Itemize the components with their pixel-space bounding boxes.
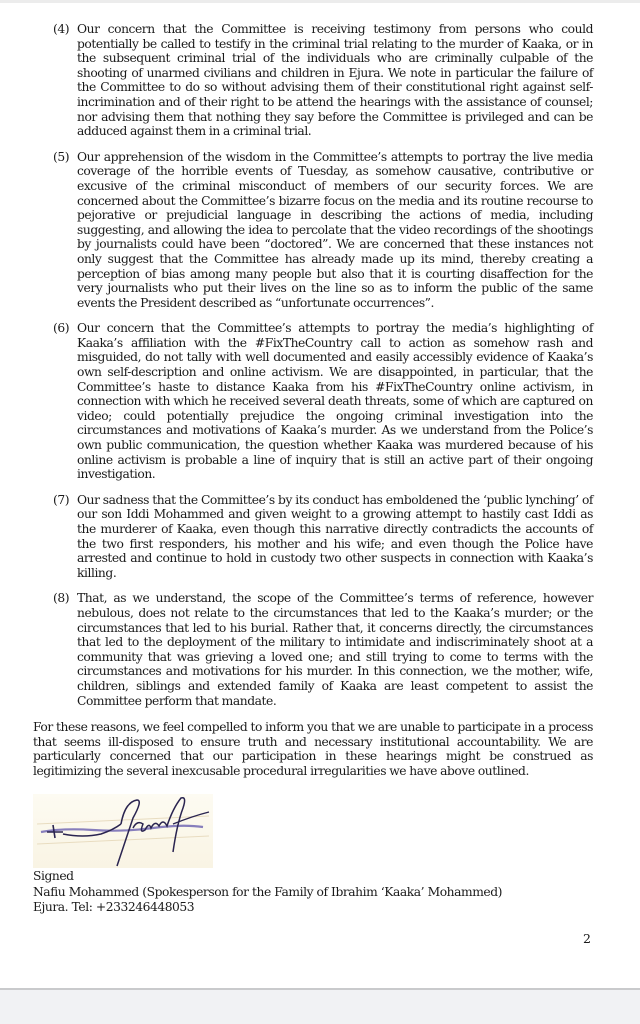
signed-label: Signed [33,869,74,883]
list-item-6 [33,321,593,482]
list-item-8 [33,591,593,708]
list-item-4 [33,22,593,139]
signatory-name: Nafiu Mohammed (Spokesperson for the Family of Ibrahim ‘Kaaka’ Mohammed) [33,884,503,899]
item-text: That, as we understand, the scope of the Committee’s terms of reference, however nebulous, does not relate to the circumstances that led to the Kaaka’s murder; or the circumstances that led to his burial. Rather that, it concerns directly, the circumstances that led to the deployment of the military to intimidate and indiscriminately shoot at a community that was grieving a loved one; and still trying to come to terms with the circumstances and motivations for his murder. In this connection, we the mother, wife, children, siblings and extended family of Kaaka are least competent to assist the Committee perform that mandate. [77,591,593,708]
item-number: (5) [53,149,70,164]
list-item-5 [33,150,593,311]
page-number: 2 [583,931,591,946]
page-content [33,22,593,791]
document-page [0,3,640,990]
item-text: Our apprehension of the wisdom in the Committee’s attempts to portray the live media coverage of the horrible events of Tuesday, as somehow causative, contributive or excusive of the criminal misconduct of members of our security forces. We are concerned about the Committee’s bizarre focus on the media and its routine recourse to pejorative or prejudicial language in describing the actions of media, including suggesting, and allowing the idea to percolate that the video recordings of the shootings by journalists could have been “doctored”. We are concerned that these instances not only suggest that the Committee has already made up its mind, thereby creating a perception of bias among many people but also that it is courting disaffection for the very journalists who put their lives on the line so as to inform the public of the same events the President described as “unfortunate occurrences”. [77,149,593,310]
item-number: (7) [53,492,70,507]
handwritten-signature-image [33,794,213,868]
closing-paragraph: For these reasons, we feel compelled to inform you that we are unable to participate in a process that seems ill-disposed to ensure truth and necessary institutional accountability. We are particularly concerned that our participation in these hearings might be construed as legitimizing the several inexcusable procedural irregularities we have above outlined. [33,720,593,778]
item-text: Our concern that the Committee is receiving testimony from persons who could potentially be called to testify in the criminal trial relating to the murder of Kaaka, or in the subsequent criminal trial of the individuals who are criminally culpable of the shooting of unarmed civilians and children in Ejura. We note in particular the failure of the Committee to do so without advising them of their constitutional right against self-incrimination and of their right to be attend the hearings with the assistance of counsel; nor advising them that nothing they say before the Committee is privileged and can be adduced against them in a criminal trial. [77,22,593,139]
item-text: Our concern that the Committee’s attempts to portray the media’s highlighting of Kaaka’s affiliation with the #FixTheCountry call to action as somehow rash and misguided, do not tally with well documented and easily accessibly evidence of Kaaka’s own self-description and online activism. We are disappointed, in particular, that the Committee’s haste to distance Kaaka from his #FixTheCountry online activism, in connection with which he received several death threats, some of which are captured on video; could potentially prejudice the ongoing criminal investigation into the circumstances and motivations of Kaaka’s murder. As we understand from the Police’s own public communication, the question whether Kaaka was murdered because of his online activism is probable a line of inquiry that is still an active part of their ongoing investigation. [77,321,593,482]
signatory-contact: Ejura. Tel: +233246448053 [33,900,195,914]
item-text: Our sadness that the Committee’s by its conduct has emboldened the ‘public lynching’ of our son Iddi Mohammed and given weight to a growing attempt to hastily cast Iddi as the murderer of Kaaka, even though this narrative directly contradicts the accounts of the two first responders, his mother and his wife; and even though the Police have arrested and continue to hold in custody two other suspects in connection with Kaaka’s killing. [77,492,593,580]
signature-block [33,869,502,916]
item-number: (4) [53,22,70,36]
item-number: (6) [53,321,70,336]
list-item-7 [33,493,593,581]
item-number: (8) [53,591,70,606]
signature-icon [33,794,213,868]
